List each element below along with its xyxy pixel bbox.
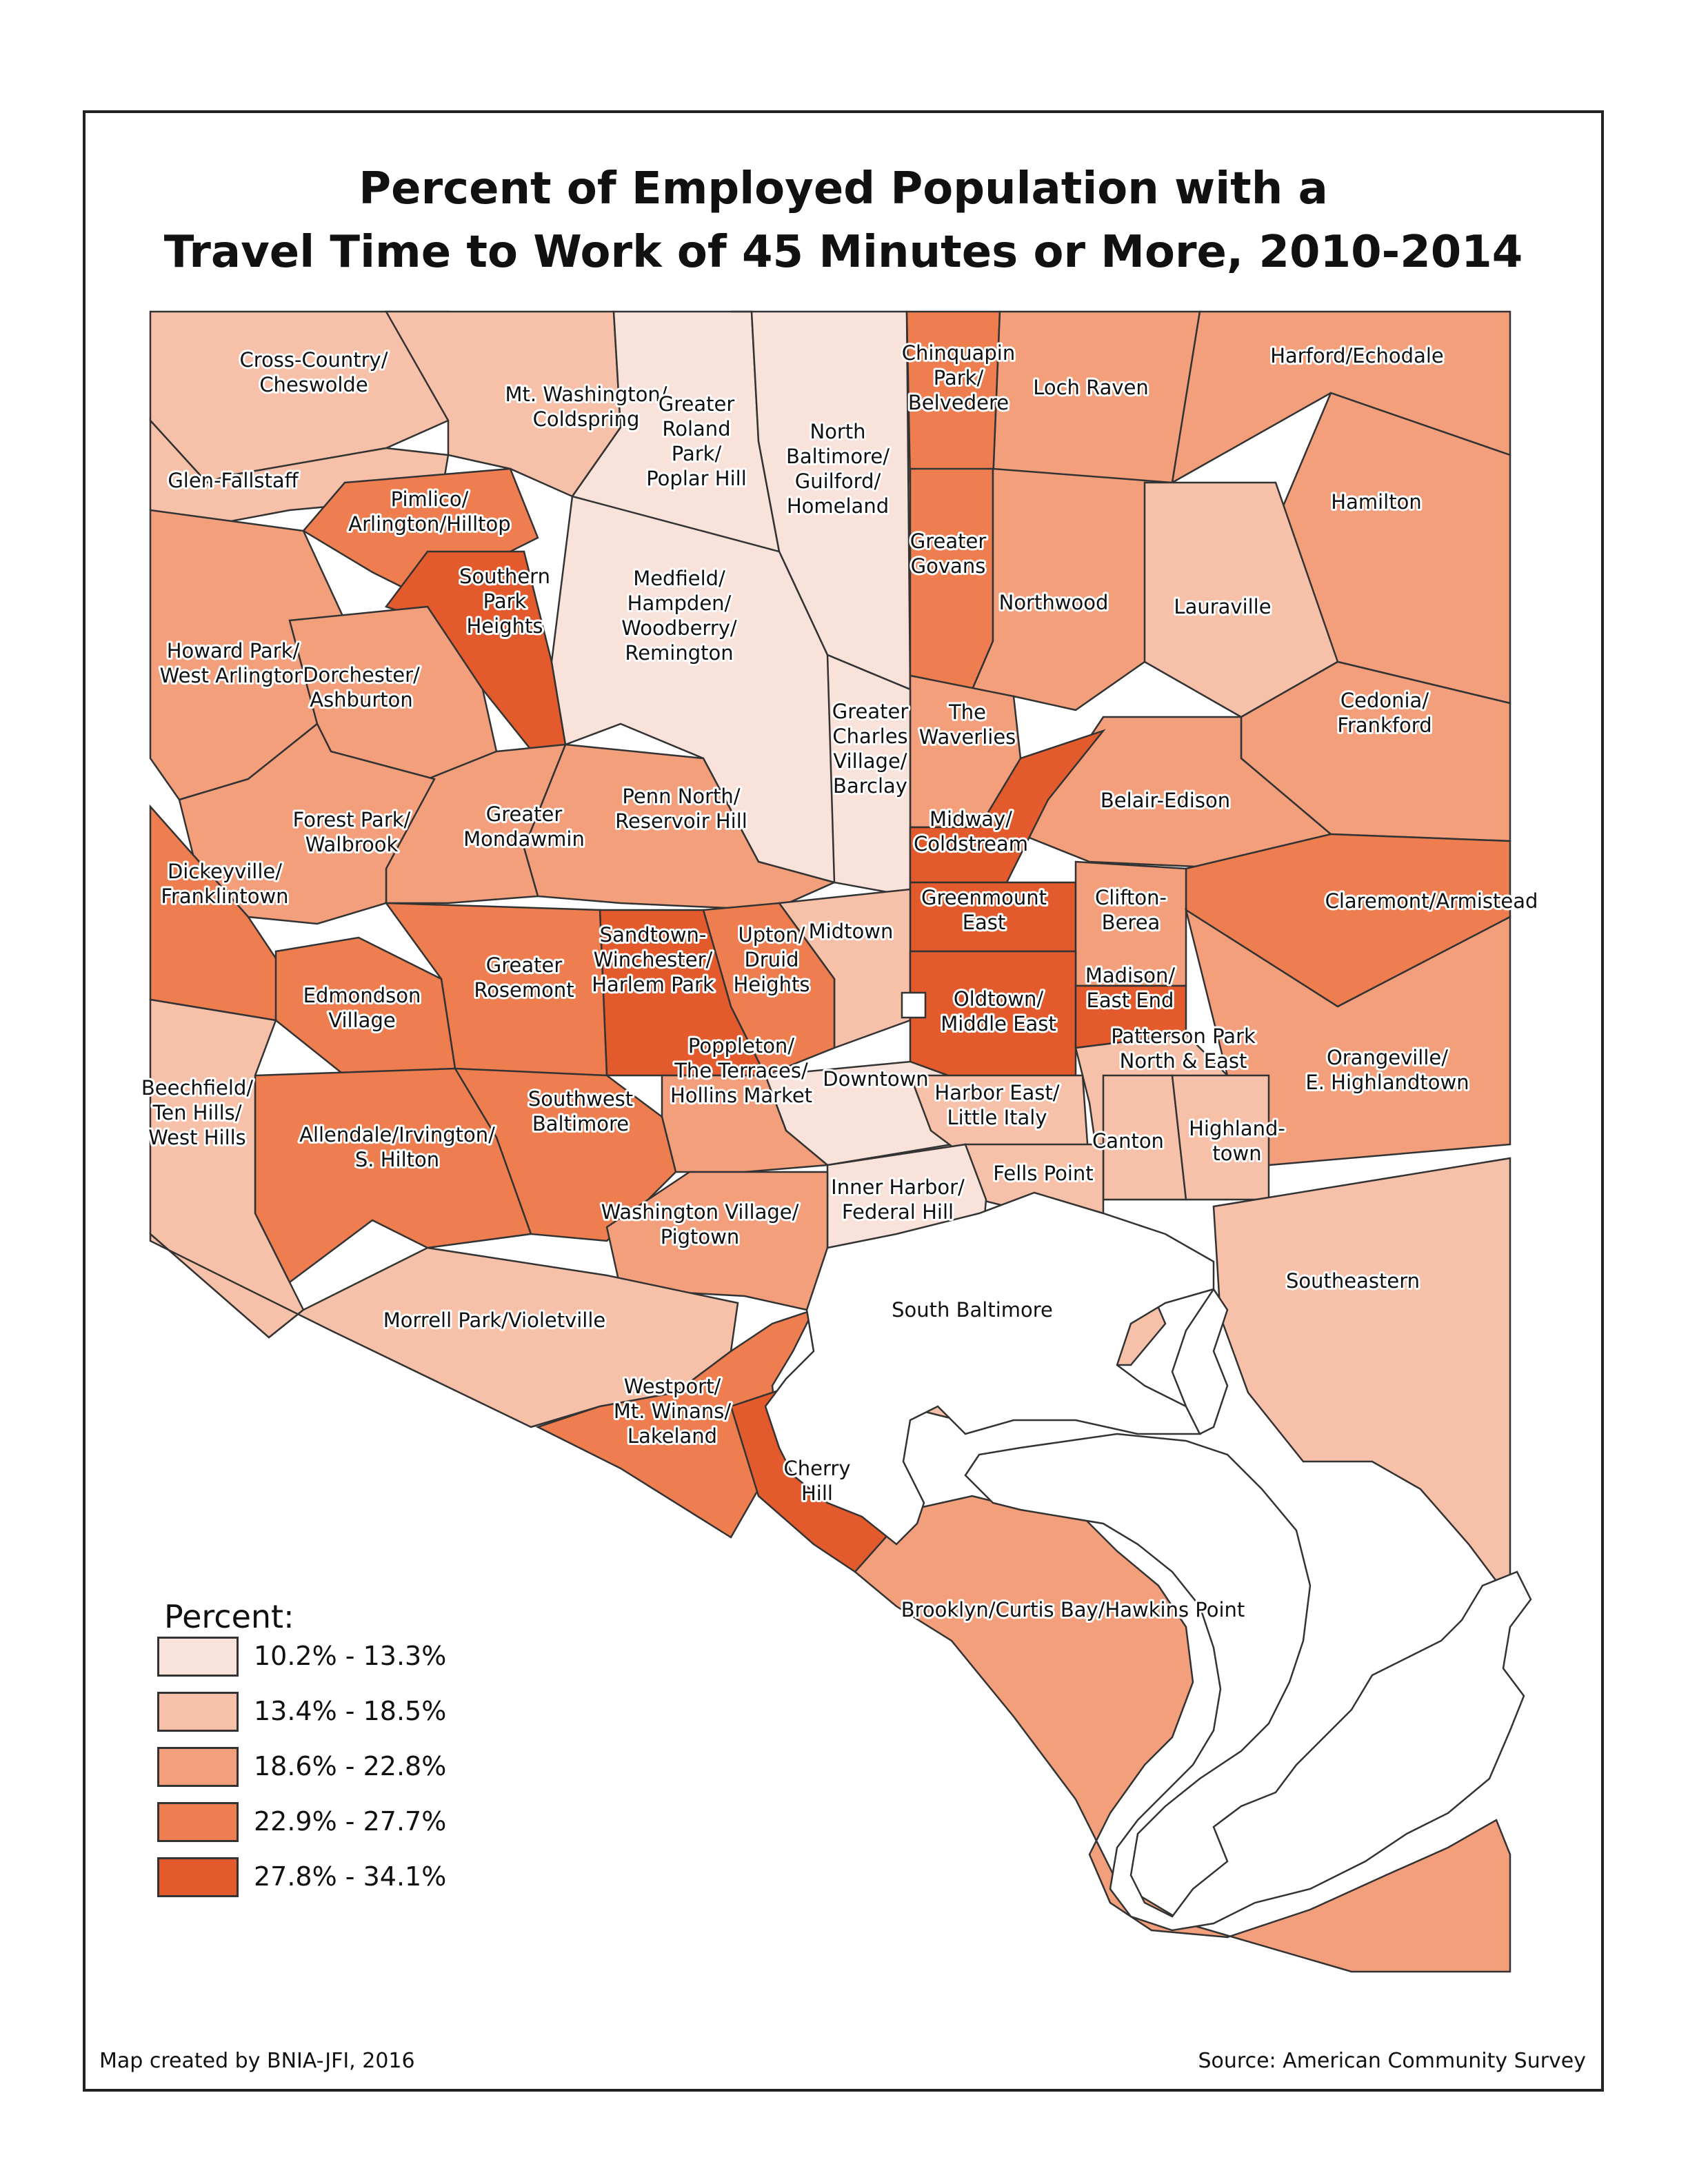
map-title-line-2: Travel Time to Work of 45 Minutes or More, 2010-2014: [163, 227, 1523, 278]
label-brooklyn-curtis-bay-hawkins-point: [901, 1598, 1245, 1621]
legend-label-2: 13.4% - 18.5%: [254, 1696, 447, 1726]
label-line: Baltimore/: [785, 445, 890, 468]
label-line: Poplar Hill: [646, 467, 747, 490]
legend-label-5: 27.8% - 34.1%: [254, 1861, 447, 1892]
label-line: Ashburton: [310, 688, 413, 711]
label-line: Hamilton: [1331, 490, 1422, 514]
label-belair-edison: [1101, 789, 1230, 812]
label-line: East: [962, 911, 1006, 934]
label-line: Reservoir Hill: [615, 809, 747, 833]
label-line: Oldtown/: [953, 987, 1044, 1011]
label-line: Lauraville: [1174, 595, 1272, 618]
label-line: Franklintown: [161, 884, 289, 908]
legend-swatch-5: [157, 1857, 239, 1897]
label-line: Guilford/: [794, 469, 881, 493]
label-line: Pigtown: [660, 1225, 740, 1248]
map-title-line-1: Percent of Employed Population with a: [359, 163, 1328, 214]
label-line: Westport/: [623, 1375, 721, 1398]
label-line: Little Italy: [947, 1106, 1047, 1129]
label-line: Govans: [910, 554, 986, 578]
label-line: Sandtown-: [599, 923, 707, 947]
label-line: Harford/Echodale: [1270, 344, 1444, 367]
label-line: Baltimore: [532, 1112, 630, 1135]
label-south-baltimore: [892, 1298, 1053, 1322]
label-line: Charles: [832, 725, 908, 748]
label-line: West Arlington: [159, 664, 307, 687]
label-line: Penn North/: [622, 785, 741, 808]
label-line: Greater: [910, 529, 987, 553]
label-line: Park/: [933, 366, 984, 390]
legend-swatch-1: [157, 1637, 239, 1677]
label-line: The: [949, 700, 986, 724]
legend-label-4: 22.9% - 27.7%: [254, 1806, 447, 1837]
label-midtown: [809, 920, 894, 943]
label-line: Walbrook: [305, 833, 399, 856]
label-line: Homeland: [786, 494, 890, 518]
label-upton-druid-heights: [734, 923, 810, 996]
label-line: Claremont/Armistead: [1325, 889, 1538, 913]
label-line: Remington: [625, 641, 734, 665]
label-line: Coldspring: [532, 407, 640, 431]
label-claremont-armistead: [1325, 889, 1538, 913]
label-loch-raven: [1033, 376, 1149, 399]
label-line: Medfield/: [633, 567, 725, 590]
label-line: Roland: [662, 417, 731, 441]
label-line: East End: [1086, 989, 1174, 1012]
label-line: Cedonia/: [1340, 689, 1429, 712]
label-line: North: [810, 420, 866, 443]
label-line: South Baltimore: [892, 1298, 1053, 1322]
label-line: Arlington/Hilltop: [348, 512, 511, 536]
label-line: Cherry: [783, 1457, 851, 1480]
label-line: Beechfield/: [141, 1076, 254, 1100]
label-line: Canton: [1092, 1129, 1164, 1153]
label-line: Inner Harbor/: [831, 1175, 965, 1199]
label-line: Park: [483, 589, 527, 613]
label-line: Harlem Park: [592, 973, 714, 996]
label-line: Harbor East/: [934, 1081, 1060, 1104]
legend-label-1: 10.2% - 13.3%: [254, 1641, 447, 1671]
label-line: S. Hilton: [354, 1148, 440, 1171]
label-line: Coldstream: [913, 832, 1029, 856]
label-line: Hill: [801, 1482, 833, 1505]
label-lauraville: [1174, 595, 1271, 618]
label-line: Edmondson: [303, 984, 421, 1007]
label-line: Madison/: [1085, 964, 1176, 987]
label-line: Park/: [671, 442, 722, 465]
label-sandtown-winchester-harlem-park: [592, 923, 714, 996]
label-line: Southwest: [528, 1087, 634, 1111]
label-line: Lakeland: [627, 1424, 718, 1448]
label-line: Rosemont: [474, 978, 574, 1002]
label-line: Belvedere: [907, 391, 1009, 414]
label-beechfield-ten-hills-west-hills: [141, 1076, 253, 1149]
label-line: Barclay: [833, 774, 907, 798]
label-line: Hampden/: [627, 592, 732, 615]
label-line: West Hills: [148, 1126, 246, 1149]
label-downtown: [823, 1067, 928, 1091]
legend-swatch-4: [157, 1802, 239, 1842]
label-line: Heights: [733, 973, 810, 996]
label-line: Winchester/: [593, 948, 713, 971]
label-line: Patterson Park: [1111, 1024, 1256, 1048]
label-line: Greenmount: [921, 886, 1047, 909]
label-line: Waverlies: [918, 725, 1016, 749]
label-line: Druid: [744, 948, 799, 971]
label-line: Pimlico/: [390, 487, 469, 511]
label-westport-mt-winans-lakeland: [614, 1375, 732, 1448]
label-harford-echodale: [1270, 344, 1444, 367]
label-line: Glen-Fallstaff: [168, 469, 299, 492]
label-line: Heights: [466, 614, 543, 638]
label-line: Brooklyn/Curtis Bay/Hawkins Point: [901, 1598, 1245, 1621]
label-line: North & East: [1119, 1049, 1247, 1073]
label-line: Poppleton/: [687, 1034, 795, 1058]
label-line: Middle East: [941, 1012, 1056, 1035]
label-line: Hollins Market: [670, 1084, 813, 1107]
label-line: Downtown: [823, 1067, 929, 1091]
label-line: Greater: [485, 802, 563, 826]
label-southeastern: [1286, 1269, 1420, 1293]
label-line: Southern: [459, 565, 550, 588]
label-morrell-park-violetville: [383, 1308, 606, 1332]
label-fells-point: [993, 1162, 1093, 1185]
map-credit: Map created by BNIA-JFI, 2016: [99, 2049, 415, 2073]
label-line: Highland-: [1189, 1117, 1285, 1140]
label-line: Mondawmin: [463, 827, 585, 851]
label-line: Clifton-: [1094, 886, 1167, 909]
label-northwood: [999, 591, 1109, 614]
label-line: Midtown: [808, 920, 894, 943]
label-canton: [1092, 1129, 1164, 1153]
label-line: E. Highlandtown: [1305, 1071, 1469, 1094]
label-line: Washington Village/: [601, 1200, 799, 1224]
label-line: Howard Park/: [166, 639, 300, 663]
label-line: Belair-Edison: [1100, 789, 1231, 812]
legend-title: Percent:: [164, 1598, 294, 1635]
label-line: town: [1212, 1142, 1262, 1165]
label-line: Morrell Park/Violetville: [383, 1308, 606, 1332]
label-line: Berea: [1101, 911, 1160, 934]
label-line: Federal Hill: [841, 1200, 954, 1224]
label-line: Mt. Winans/: [613, 1399, 732, 1423]
no-data-parcel: [902, 993, 925, 1018]
label-line: Dickeyville/: [167, 860, 283, 883]
data-source: Source: American Community Survey: [1198, 2049, 1586, 2073]
label-line: Village/: [833, 749, 907, 773]
label-line: The Terraces/: [674, 1059, 808, 1082]
label-hamilton: [1331, 490, 1421, 514]
label-line: Cross-Country/: [239, 348, 388, 372]
label-line: Frankford: [1337, 714, 1432, 737]
label-line: Mt. Washington/: [505, 383, 667, 406]
label-line: Greater: [658, 392, 735, 416]
label-line: Northwood: [998, 591, 1109, 614]
label-line: Midway/: [930, 807, 1012, 831]
legend-label-3: 18.6% - 22.8%: [254, 1751, 447, 1781]
label-line: Loch Raven: [1033, 376, 1149, 399]
label-line: Cheswolde: [259, 373, 368, 396]
label-line: Fells Point: [993, 1162, 1094, 1185]
label-line: Village: [328, 1009, 396, 1032]
label-line: Upton/: [738, 923, 805, 947]
label-glen-fallstaff: [168, 469, 299, 492]
region-northwood: [972, 469, 1172, 710]
label-line: Dorchester/: [303, 663, 420, 687]
legend-swatch-2: [157, 1692, 239, 1732]
label-line: Woodberry/: [621, 616, 737, 640]
label-line: Greater: [485, 953, 563, 977]
label-line: Allendale/Irvington/: [299, 1123, 495, 1146]
label-line: Southeastern: [1285, 1269, 1420, 1293]
label-line: Orangeville/: [1326, 1046, 1449, 1069]
label-line: Forest Park/: [292, 808, 411, 831]
legend-swatch-3: [157, 1747, 239, 1787]
label-line: Greater: [832, 700, 909, 723]
label-poppleton-the-terraces-hollins-market: [670, 1034, 812, 1107]
region-greater-govans: [910, 469, 993, 689]
label-line: Ten Hills/: [152, 1101, 242, 1124]
label-line: Chinquapin: [901, 341, 1016, 365]
